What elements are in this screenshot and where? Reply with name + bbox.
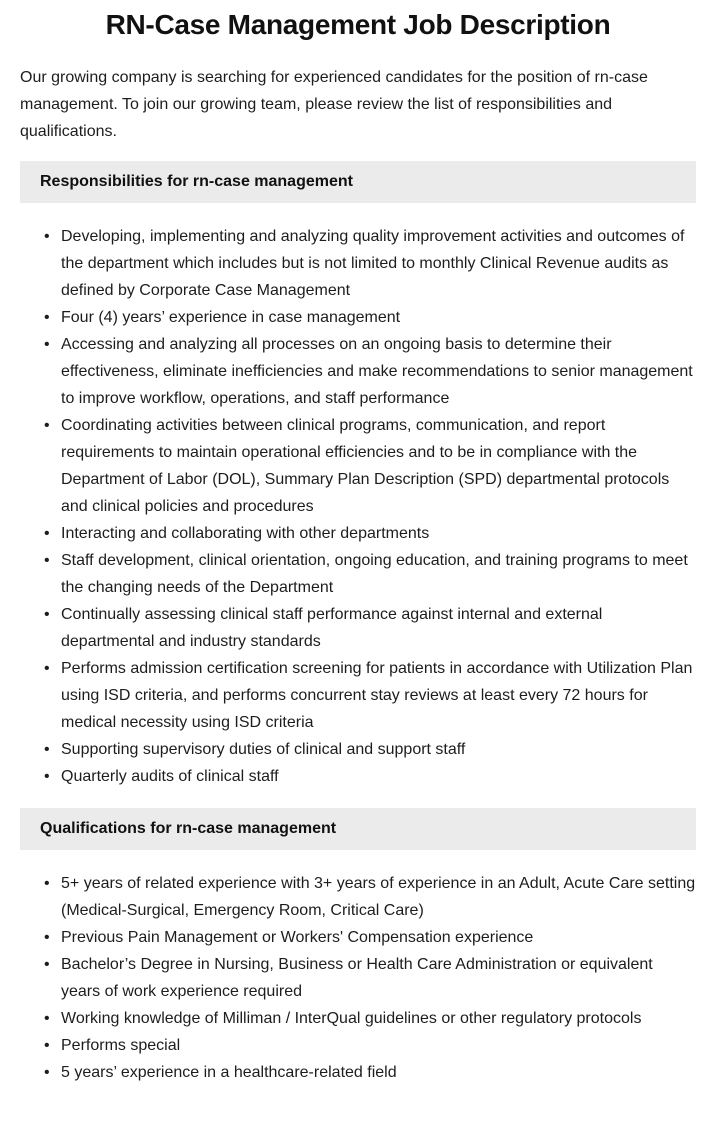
qualifications-list xyxy=(20,870,696,1086)
list-item: • Interacting and collaborating with other departments xyxy=(61,520,696,547)
intro-paragraph: Our growing company is searching for experienced candidates for the position of rn-case management. To join our growing team, please review the list of responsibilities and qualifications. xyxy=(20,69,648,140)
list-item: • Quarterly audits of clinical staff xyxy=(61,763,696,790)
list-item: • Working knowledge of Milliman / InterQual guidelines or other regulatory protocols xyxy=(61,1005,696,1032)
list-item: • Developing, implementing and analyzing quality improvement activities and outcomes of the department which includes but is not limited to monthly Clinical Revenue audits as defined by Corporate Case Management xyxy=(61,223,696,304)
list-item: • Bachelor’s Degree in Nursing, Business or Health Care Administration or equivalent years of work experience required xyxy=(61,951,696,1005)
list-item: • Accessing and analyzing all processes on an ongoing basis to determine their effectiveness, eliminate inefficiencies and make recommendations to senior management to improve workflow, operations, and staff performance xyxy=(61,331,696,412)
qualifications-section xyxy=(20,808,696,1086)
page-title: RN-Case Management Job Description xyxy=(105,9,611,40)
list-item: • Supporting supervisory duties of clinical and support staff xyxy=(61,736,696,763)
list-item: • Staff development, clinical orientation, ongoing education, and training programs to meet the changing needs of the Department xyxy=(61,547,696,601)
list-item: • Four (4) years’ experience in case management xyxy=(61,304,696,331)
list-item: • Previous Pain Management or Workers' Compensation experience xyxy=(61,924,696,951)
responsibilities-section-heading: Responsibilities for rn-case management xyxy=(20,161,696,203)
qualifications-section-heading: Qualifications for rn-case management xyxy=(20,808,696,850)
responsibilities-list xyxy=(20,223,696,790)
list-item: • 5+ years of related experience with 3+ years of experience in an Adult, Acute Care setting (Medical-Surgical, Emergency Room, Critical Care) xyxy=(61,870,696,924)
responsibilities-section xyxy=(20,161,696,790)
list-item: • Performs admission certification screening for patients in accordance with Utilization Plan using ISD criteria, and performs concurrent stay reviews at least every 72 hours for medical necessity using ISD criteria xyxy=(61,655,696,736)
list-item: • Coordinating activities between clinical programs, communication, and report requirements to maintain operational efficiencies and to be in compliance with the Department of Labor (DOL), Summary Plan Description (SPD) departmental protocols and clinical policies and procedures xyxy=(61,412,696,520)
list-item: • Continually assessing clinical staff performance against internal and external departmental and industry standards xyxy=(61,601,696,655)
list-item: • 5 years’ experience in a healthcare-related field xyxy=(61,1059,696,1086)
list-item: • Performs special xyxy=(61,1032,696,1059)
